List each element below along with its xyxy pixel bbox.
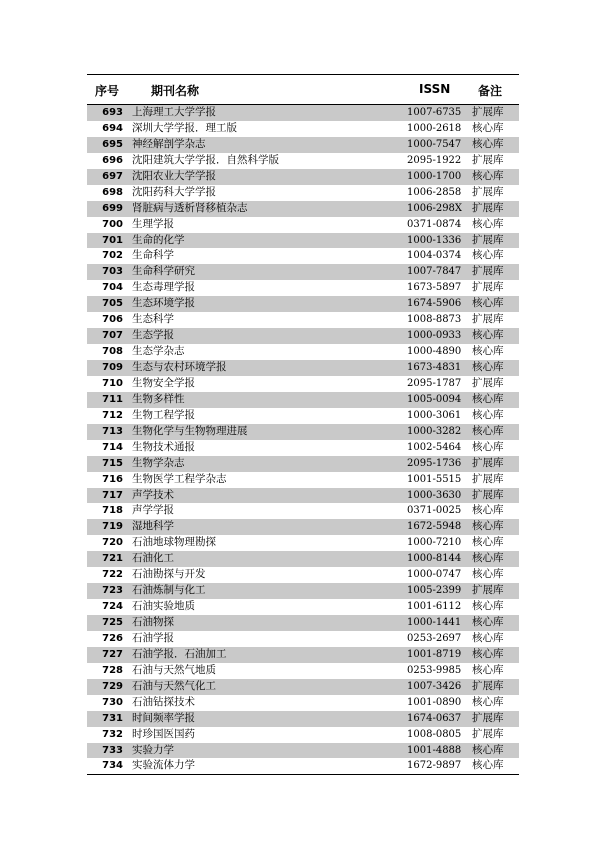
note: 扩展库 <box>472 185 504 198</box>
table-row <box>87 296 519 312</box>
row-number: 712 <box>102 409 123 421</box>
table-row <box>87 328 519 344</box>
row-number: 707 <box>102 330 123 342</box>
journal-name: 生物工程学报 <box>132 408 195 421</box>
table-row <box>87 647 519 663</box>
table-row <box>87 695 519 711</box>
journal-name: 生物安全学报 <box>132 376 195 389</box>
table-row <box>87 280 519 296</box>
table-row <box>87 185 519 201</box>
note: 核心库 <box>472 568 504 581</box>
row-number: 722 <box>102 569 123 581</box>
table-row <box>87 551 519 567</box>
issn: 1000-0933 <box>407 330 462 342</box>
note: 核心库 <box>472 663 504 676</box>
header-issn: ISSN <box>419 82 451 96</box>
issn: 1007-7847 <box>407 266 462 278</box>
table-row <box>87 663 519 679</box>
table-row <box>87 679 519 695</box>
journal-name: 石油钻探技术 <box>132 695 195 708</box>
table-row <box>87 408 519 424</box>
table-row <box>87 599 519 615</box>
journal-name: 时间频率学报 <box>132 711 195 724</box>
journal-name: 时珍国医国药 <box>132 727 195 740</box>
journal-name: 生态学杂志 <box>132 345 185 358</box>
issn: 1000-3282 <box>407 425 462 437</box>
row-number: 729 <box>102 680 123 692</box>
journal-name: 湿地科学 <box>132 520 174 533</box>
row-number: 697 <box>102 170 123 182</box>
issn: 1674-0637 <box>407 712 462 724</box>
table-row <box>87 743 519 759</box>
note: 核心库 <box>472 297 504 310</box>
table-row <box>87 472 519 488</box>
table-row <box>87 583 519 599</box>
row-number: 705 <box>102 298 123 310</box>
row-number: 731 <box>102 712 123 724</box>
issn: 1007-3426 <box>407 680 462 692</box>
journal-name: 神经解剖学杂志 <box>132 137 206 150</box>
row-number: 717 <box>102 489 123 501</box>
note: 扩展库 <box>472 488 504 501</box>
row-number: 732 <box>102 728 123 740</box>
table-row <box>87 392 519 408</box>
row-number: 718 <box>102 505 123 517</box>
note: 扩展库 <box>472 265 504 278</box>
row-number: 700 <box>102 218 123 230</box>
row-number: 720 <box>102 537 123 549</box>
issn: 2095-1922 <box>407 154 462 166</box>
issn: 1002-5464 <box>407 441 462 453</box>
issn: 1005-0094 <box>407 393 462 405</box>
header-journal-name: 期刊名称 <box>151 84 200 98</box>
issn: 1000-1336 <box>407 234 462 246</box>
table-row <box>87 121 519 137</box>
journal-name: 生态科学 <box>132 313 174 326</box>
note: 扩展库 <box>472 153 504 166</box>
note: 核心库 <box>472 361 504 373</box>
table-row <box>87 727 519 743</box>
note: 核心库 <box>472 408 504 421</box>
row-number: 721 <box>102 553 123 565</box>
journal-name: 生态与农村环境学报 <box>132 361 227 373</box>
journal-name: 石油物探 <box>132 616 174 628</box>
issn: 1000-3630 <box>407 489 462 501</box>
table-row <box>87 519 519 535</box>
note: 核心库 <box>472 695 504 708</box>
note: 核心库 <box>472 392 504 405</box>
journal-name: 生态毒理学报 <box>132 281 195 294</box>
table-row <box>87 201 519 217</box>
journal-name: 石油学报 <box>132 631 174 644</box>
table-row <box>87 105 519 121</box>
row-number: 723 <box>102 585 123 597</box>
bottom-rule <box>87 774 519 775</box>
note: 核心库 <box>472 552 504 565</box>
note: 核心库 <box>472 217 504 230</box>
journal-name: 声学技术 <box>132 488 174 501</box>
table-row <box>87 233 519 249</box>
note: 扩展库 <box>472 456 504 469</box>
row-number: 706 <box>102 314 123 326</box>
journal-name: 生命的化学 <box>132 233 185 246</box>
table-row <box>87 169 519 185</box>
journal-name: 生物学杂志 <box>132 456 185 469</box>
row-number: 733 <box>102 744 123 756</box>
row-number: 711 <box>102 393 123 405</box>
journal-name: 生物技术通报 <box>132 440 195 453</box>
journal-name: 石油与天然气化工 <box>132 679 216 692</box>
table-row <box>87 631 519 647</box>
issn: 1000-4890 <box>407 346 462 358</box>
table-row <box>87 248 519 264</box>
issn: 1006-2858 <box>407 186 462 198</box>
row-number: 701 <box>102 234 123 246</box>
table-row <box>87 264 519 280</box>
journal-name: 石油学报．石油加工 <box>132 647 227 660</box>
issn: 1673-4831 <box>407 362 462 373</box>
note: 扩展库 <box>472 472 504 485</box>
note: 核心库 <box>472 345 504 358</box>
note: 核心库 <box>472 616 504 628</box>
journal-name: 沈阳药科大学学报 <box>132 185 216 198</box>
note: 核心库 <box>472 759 504 772</box>
table-row <box>87 153 519 169</box>
row-number: 704 <box>102 282 123 294</box>
journal-name: 石油勘探与开发 <box>132 568 206 581</box>
issn: 1001-6112 <box>407 601 462 613</box>
issn: 1006-298X <box>407 202 463 214</box>
note: 扩展库 <box>472 711 504 724</box>
issn: 1008-8873 <box>407 314 462 326</box>
table-row <box>87 535 519 551</box>
note: 核心库 <box>472 169 504 182</box>
row-number: 715 <box>102 457 123 469</box>
table-row <box>87 137 519 153</box>
note: 扩展库 <box>472 584 504 597</box>
row-number: 713 <box>102 425 123 437</box>
row-number: 702 <box>102 250 123 262</box>
row-number: 716 <box>102 473 123 485</box>
journal-name: 沈阳建筑大学学报．自然科学版 <box>132 153 279 166</box>
note: 核心库 <box>472 631 504 644</box>
header-note: 备注 <box>478 84 503 98</box>
row-number: 724 <box>102 601 123 613</box>
issn: 1001-8719 <box>407 648 462 660</box>
journal-name: 石油炼制与化工 <box>132 584 206 597</box>
note: 核心库 <box>472 600 504 613</box>
note: 扩展库 <box>472 376 504 389</box>
journal-name: 深圳大学学报．理工版 <box>132 121 237 134</box>
row-number: 725 <box>102 617 123 628</box>
journal-name: 声学学报 <box>132 504 174 517</box>
issn: 0253-9985 <box>407 664 462 676</box>
issn: 2095-1787 <box>407 377 462 389</box>
issn: 1674-5906 <box>407 298 462 310</box>
row-number: 719 <box>102 521 123 533</box>
row-number: 710 <box>102 377 123 389</box>
journal-table <box>87 74 519 775</box>
table-row <box>87 440 519 456</box>
issn: 1000-1700 <box>407 170 462 182</box>
row-number: 714 <box>102 441 123 453</box>
table-row <box>87 567 519 583</box>
journal-name: 石油地球物理勘探 <box>132 536 216 549</box>
header-number: 序号 <box>95 84 120 98</box>
note: 扩展库 <box>472 106 504 118</box>
row-number: 699 <box>102 202 123 214</box>
note: 核心库 <box>472 249 504 262</box>
table-row <box>87 615 519 631</box>
note: 扩展库 <box>472 201 504 214</box>
note: 扩展库 <box>472 313 504 326</box>
row-number: 709 <box>102 362 123 373</box>
table-row <box>87 312 519 328</box>
note: 核心库 <box>472 743 504 756</box>
journal-name: 石油与天然气地质 <box>132 663 216 676</box>
issn: 1005-2399 <box>407 585 462 597</box>
table-row <box>87 456 519 472</box>
table-body <box>87 105 519 774</box>
journal-name: 生态环境学报 <box>132 297 195 310</box>
issn: 1004-0374 <box>407 250 462 262</box>
row-number: 694 <box>102 122 123 134</box>
journal-name: 实验流体力学 <box>132 759 195 772</box>
issn: 1673-5897 <box>407 282 462 294</box>
row-number: 728 <box>102 664 123 676</box>
row-number: 726 <box>102 632 123 644</box>
issn: 0371-0874 <box>407 218 462 230</box>
note: 核心库 <box>472 440 504 453</box>
table-row <box>87 424 519 440</box>
issn: 0371-0025 <box>407 505 462 517</box>
note: 核心库 <box>472 137 504 150</box>
note: 核心库 <box>472 520 504 533</box>
issn: 1000-1441 <box>407 617 462 628</box>
issn: 1001-5515 <box>407 473 462 485</box>
note: 核心库 <box>472 121 504 134</box>
table-row <box>87 503 519 519</box>
note: 核心库 <box>472 536 504 549</box>
journal-name: 生物医学工程学杂志 <box>132 472 227 485</box>
note: 扩展库 <box>472 727 504 740</box>
note: 核心库 <box>472 504 504 517</box>
journal-name: 实验力学 <box>132 743 174 756</box>
table-row <box>87 711 519 727</box>
note: 扩展库 <box>472 679 504 692</box>
row-number: 727 <box>102 648 123 660</box>
issn: 0253-2697 <box>407 632 462 644</box>
journal-name: 生命科学研究 <box>132 265 195 278</box>
issn: 1000-7547 <box>407 138 462 150</box>
issn: 1000-7210 <box>407 537 462 549</box>
journal-name: 沈阳农业大学学报 <box>132 169 216 182</box>
journal-name: 石油化工 <box>132 552 174 565</box>
row-number: 730 <box>102 696 123 708</box>
row-number: 708 <box>102 346 123 358</box>
journal-name: 生物化学与生物物理进展 <box>132 424 248 437</box>
journal-name: 肾脏病与透析肾移植杂志 <box>132 201 248 214</box>
row-number: 693 <box>102 107 123 118</box>
issn: 1672-5948 <box>407 521 462 533</box>
journal-name: 石油实验地质 <box>132 600 195 613</box>
issn: 1001-0890 <box>407 696 462 708</box>
journal-name: 生理学报 <box>132 217 174 230</box>
table-row <box>87 488 519 504</box>
issn: 1000-3061 <box>407 409 462 421</box>
issn: 2095-1736 <box>407 457 462 469</box>
journal-name: 上海理工大学学报 <box>132 106 216 118</box>
table-row <box>87 376 519 392</box>
note: 扩展库 <box>472 233 504 246</box>
note: 核心库 <box>472 329 504 342</box>
table-row <box>87 360 519 376</box>
row-number: 696 <box>102 154 123 166</box>
journal-name: 生态学报 <box>132 329 174 342</box>
journal-name: 生命科学 <box>132 249 174 262</box>
issn: 1007-6735 <box>407 107 462 118</box>
row-number: 695 <box>102 138 123 150</box>
row-number: 734 <box>102 760 123 772</box>
row-number: 703 <box>102 266 123 278</box>
table-header <box>87 74 519 105</box>
issn: 1000-0747 <box>407 569 462 581</box>
issn: 1000-8144 <box>407 553 462 565</box>
table-row <box>87 217 519 233</box>
table-row <box>87 344 519 360</box>
issn: 1000-2618 <box>407 122 462 134</box>
issn: 1001-4888 <box>407 744 462 756</box>
row-number: 698 <box>102 186 123 198</box>
table-row <box>87 758 519 774</box>
journal-name: 生物多样性 <box>132 392 185 405</box>
issn: 1672-9897 <box>407 760 462 772</box>
note: 扩展库 <box>472 281 504 294</box>
note: 核心库 <box>472 424 504 437</box>
note: 核心库 <box>472 647 504 660</box>
issn: 1008-0805 <box>407 728 462 740</box>
